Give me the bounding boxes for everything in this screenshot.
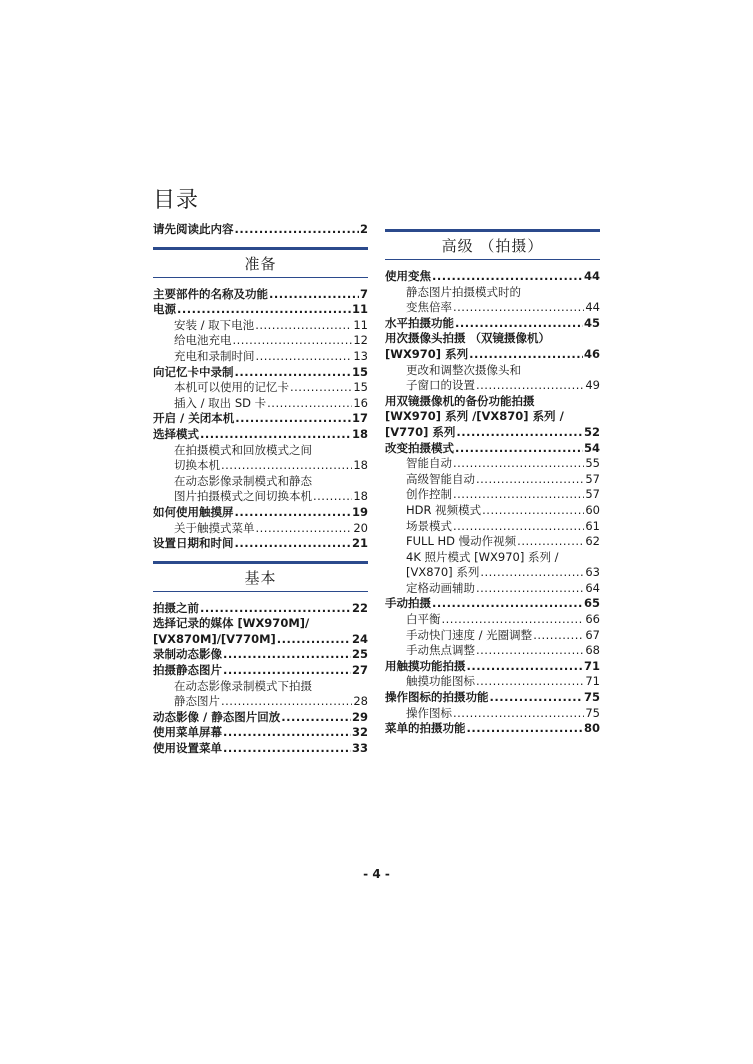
- toc-page-number: 44: [585, 300, 600, 315]
- leader-dots: [235, 222, 359, 238]
- toc-entry[interactable]: [385, 674, 600, 690]
- toc-page-number: 15: [351, 364, 368, 379]
- toc-entry-label: [WX970] 系列 /[VX870] 系列 /: [385, 409, 564, 424]
- toc-entry-label: 更改和调整次摄像头和: [406, 362, 521, 377]
- toc-page-number: 11: [351, 302, 368, 317]
- toc-entry-line-wrapped: [385, 394, 600, 410]
- toc-entry-line: [153, 380, 368, 396]
- toc-entry-label: 使用菜单屏幕: [153, 725, 222, 740]
- toc-entry[interactable]: [153, 411, 368, 427]
- toc-entry-line: [153, 601, 368, 617]
- toc-page-number: 33: [351, 741, 368, 756]
- leader-dots: [476, 472, 584, 488]
- toc-entry-label: 创作控制: [406, 487, 452, 502]
- toc-page-number: 67: [585, 627, 600, 642]
- toc-entry-label: 定格动画辅助: [406, 580, 475, 595]
- leader-dots: [223, 663, 351, 679]
- toc-page-number: 64: [585, 580, 600, 595]
- toc-entry-label: 选择记录的媒体 [WX970M]/: [153, 616, 310, 631]
- toc-entry-label: 变焦倍率: [406, 300, 452, 315]
- toc-entry-line: [385, 612, 600, 628]
- toc-entry-label: 静态图片拍摄模式时的: [406, 284, 521, 299]
- toc-entry-line: [385, 378, 600, 394]
- section-title: 高级 （拍摄）: [441, 237, 544, 255]
- toc-entry-label: 子窗口的设置: [406, 378, 475, 393]
- leader-dots: [480, 565, 584, 581]
- leader-dots: [256, 521, 353, 537]
- toc-entry-label: 关于触摸式菜单: [174, 520, 255, 535]
- toc-page-number: 57: [585, 471, 600, 486]
- toc-entry-line: [153, 505, 368, 521]
- toc-entry-label: 手动快门速度 / 光圈调整: [406, 627, 533, 642]
- toc-entry[interactable]: [153, 380, 368, 396]
- toc-entry-line: [385, 706, 600, 722]
- toc-entry[interactable]: [153, 287, 368, 303]
- leader-dots: [223, 647, 351, 663]
- section-title: 基本: [244, 568, 277, 587]
- toc-entry-label: 充电和录制时间: [174, 348, 255, 363]
- toc-entry[interactable]: [153, 318, 368, 334]
- toc-entry-line: [153, 521, 368, 537]
- toc-entry[interactable]: [385, 363, 600, 394]
- leader-dots: [177, 302, 351, 318]
- leader-dots: [476, 581, 584, 597]
- section-header: [153, 561, 368, 592]
- toc-page-number: 12: [353, 333, 368, 348]
- toc-entry-line-wrapped: [385, 409, 600, 425]
- toc-page-number: 61: [585, 518, 600, 533]
- leader-dots: [269, 287, 359, 303]
- toc-entry[interactable]: [385, 285, 600, 316]
- toc-page-number: 46: [583, 346, 600, 361]
- leader-dots: [313, 489, 352, 505]
- toc-entry-line: [385, 721, 600, 737]
- leader-dots: [235, 365, 351, 381]
- toc-entry[interactable]: [385, 456, 600, 472]
- toc-entry[interactable]: [385, 612, 600, 628]
- leader-dots: [432, 596, 583, 612]
- toc-entry-line: [153, 318, 368, 334]
- leader-dots: [467, 659, 583, 675]
- toc-entry-line: [385, 441, 600, 457]
- toc-page-number: 75: [583, 690, 600, 705]
- section-header: [153, 247, 368, 278]
- toc-entry-label: 在动态影像录制模式和静态: [174, 473, 312, 488]
- toc-entry-label: 拍摄之前: [153, 600, 199, 615]
- toc-entry-line: [385, 487, 600, 503]
- toc-page-number: 55: [585, 456, 600, 471]
- toc-entry-label: 白平衡: [406, 612, 441, 627]
- toc-entry-label: 主要部件的名称及功能: [153, 286, 268, 301]
- toc-page-number: 2: [359, 222, 368, 236]
- toc-entry-line: [153, 287, 368, 303]
- toc-entry[interactable]: [153, 396, 368, 412]
- toc-entry-label: 触摸功能图标: [406, 674, 475, 689]
- toc-entry-label: FULL HD 慢动作视频: [406, 534, 517, 549]
- toc-entry-line-wrapped: [385, 331, 600, 347]
- toc-entry[interactable]: [385, 659, 600, 675]
- toc-entry-label: 拍摄静态图片: [153, 663, 222, 678]
- toc-entry[interactable]: [153, 505, 368, 521]
- toc-entry-label: 安装 / 取下电池: [174, 317, 255, 332]
- toc-entry-line: [153, 647, 368, 663]
- leader-dots: [442, 612, 585, 628]
- leader-dots: [200, 601, 351, 617]
- toc-entry[interactable]: [153, 427, 368, 443]
- toc-entry-line: [385, 659, 600, 675]
- toc-entry-line: [385, 472, 600, 488]
- toc-entry-intro[interactable]: [153, 222, 368, 238]
- toc-page-number: 60: [585, 502, 600, 517]
- toc-entry-label: 水平拍摄功能: [385, 315, 454, 330]
- toc-entry[interactable]: [385, 534, 600, 550]
- toc-entry-label: 在动态影像录制模式下拍摄: [174, 678, 312, 693]
- toc-entry-line-wrapped: [385, 363, 600, 379]
- section-header: [385, 229, 600, 260]
- toc-entry[interactable]: [385, 472, 600, 488]
- toc-entry[interactable]: [153, 725, 368, 741]
- toc-entry-line: [385, 425, 600, 441]
- toc-entry-label: 静态图片: [174, 694, 220, 709]
- leader-dots: [517, 534, 584, 550]
- toc-entry-label: 4K 照片模式 [WX970] 系列 /: [406, 549, 559, 564]
- toc-entry-line: [385, 674, 600, 690]
- toc-entry-label: 如何使用触摸屏: [153, 504, 234, 519]
- toc-entry-label: [VX870] 系列: [406, 565, 480, 580]
- toc-entry-label: 动态影像 / 静态图片回放: [153, 709, 281, 724]
- toc-entry[interactable]: [153, 333, 368, 349]
- toc-entry-label: 电源: [153, 302, 176, 317]
- toc-entry[interactable]: [153, 521, 368, 537]
- toc-entry-label: [VX870M]/[V770M]: [153, 631, 276, 646]
- toc-entry-label: 开启 / 关闭本机: [153, 411, 235, 426]
- leader-dots: [455, 316, 583, 332]
- toc-entry-line-wrapped: [153, 474, 368, 490]
- leader-dots: [267, 396, 352, 412]
- leader-dots: [453, 300, 584, 316]
- toc-entry-line: [153, 663, 368, 679]
- leader-dots: [200, 427, 351, 443]
- toc-entry-line-wrapped: [153, 616, 368, 632]
- toc-entry-line: [153, 458, 368, 474]
- toc-page-number: 66: [585, 612, 600, 627]
- toc-left-column: [153, 222, 368, 757]
- toc-page-number: 13: [353, 348, 368, 363]
- toc-entry[interactable]: [385, 643, 600, 659]
- page-number: - 4 -: [363, 867, 390, 881]
- toc-entry[interactable]: [153, 474, 368, 505]
- toc-entry[interactable]: [153, 741, 368, 757]
- toc-entry[interactable]: [385, 706, 600, 722]
- toc-entry-line: [153, 365, 368, 381]
- toc-page-number: 32: [351, 725, 368, 740]
- toc-entry-label: 场景模式: [406, 518, 452, 533]
- toc-page-number: 71: [583, 658, 600, 673]
- toc-entry-label: 手动拍摄: [385, 596, 431, 611]
- toc-entry[interactable]: [385, 690, 600, 706]
- leader-dots: [482, 503, 584, 519]
- toc-entry-line: [385, 269, 600, 285]
- toc-entry-line: [153, 741, 368, 757]
- leader-dots: [235, 536, 351, 552]
- toc-entry[interactable]: [385, 628, 600, 644]
- leader-dots: [456, 425, 583, 441]
- toc-entry-line: [385, 503, 600, 519]
- toc-page-number: 49: [585, 378, 600, 393]
- toc-page-number: 18: [353, 489, 368, 504]
- leader-dots: [476, 674, 584, 690]
- leader-dots: [223, 725, 351, 741]
- toc-entry-line: [385, 628, 600, 644]
- toc-entry-label: 在拍摄模式和回放模式之间: [174, 442, 312, 457]
- toc-entry[interactable]: [153, 302, 368, 318]
- toc-entry-label: HDR 视频模式: [406, 502, 482, 517]
- toc-right-column: [385, 220, 600, 737]
- toc-entry[interactable]: [153, 443, 368, 474]
- toc-entry-line: [385, 581, 600, 597]
- section-title: 准备: [244, 254, 277, 273]
- leader-dots: [256, 349, 353, 365]
- toc-entry-label: 插入 / 取出 SD 卡: [174, 395, 267, 410]
- toc-entry[interactable]: [153, 647, 368, 663]
- toc-page-number: 57: [585, 487, 600, 502]
- section-rule-bottom: [153, 591, 368, 592]
- toc-entry-line: [385, 300, 600, 316]
- toc-entry-label: 使用设置菜单: [153, 741, 222, 756]
- section-rule-bottom: [153, 277, 368, 278]
- toc-page-number: 71: [585, 674, 600, 689]
- toc-entry-line-wrapped: [385, 550, 600, 566]
- leader-dots: [255, 318, 352, 334]
- toc-entry-line: [385, 534, 600, 550]
- toc-page-number: 20: [353, 520, 368, 535]
- leader-dots: [455, 441, 583, 457]
- toc-page-number: 68: [585, 643, 600, 658]
- leader-dots: [453, 456, 584, 472]
- toc-page-number: 80: [583, 721, 600, 736]
- toc-entry-label: 给电池充电: [174, 333, 232, 348]
- leader-dots: [233, 333, 353, 349]
- toc-entry-label: 设置日期和时间: [153, 536, 234, 551]
- toc-entry-label: [WX970] 系列: [385, 346, 469, 361]
- toc-entry-line: [153, 489, 368, 505]
- toc-page-number: 21: [351, 536, 368, 551]
- toc-entry-label: 本机可以使用的记忆卡: [174, 380, 289, 395]
- toc-entry[interactable]: [385, 269, 600, 285]
- toc-page-number: 11: [353, 317, 368, 332]
- toc-entry-label: 改变拍摄模式: [385, 440, 454, 455]
- toc-entry-label: 向记忆卡中录制: [153, 364, 234, 379]
- toc-entry[interactable]: [385, 721, 600, 737]
- leader-dots: [290, 380, 352, 396]
- leader-dots: [453, 706, 584, 722]
- leader-dots: [467, 721, 583, 737]
- toc-entry-label: 使用变焦: [385, 269, 431, 283]
- toc-entry[interactable]: [153, 365, 368, 381]
- leader-dots: [490, 690, 583, 706]
- toc-entry-line: [153, 536, 368, 552]
- leader-dots: [235, 505, 351, 521]
- toc-entry[interactable]: [385, 503, 600, 519]
- toc-entry-label: 操作图标的拍摄功能: [385, 690, 489, 705]
- toc-page-number: 7: [359, 286, 368, 301]
- leader-dots: [221, 694, 352, 710]
- toc-entry-line: [153, 396, 368, 412]
- toc-entry-label: 菜单的拍摄功能: [385, 721, 466, 736]
- toc-page-number: 28: [353, 694, 368, 709]
- leader-dots: [453, 519, 584, 535]
- toc-entry-label: 用触摸功能拍摄: [385, 658, 466, 673]
- toc-entry-label: 操作图标: [406, 705, 452, 720]
- toc-entry-label: 高级智能自动: [406, 471, 475, 486]
- toc-page-number: 22: [351, 600, 368, 615]
- toc-page-number: 52: [583, 424, 600, 439]
- toc-entry[interactable]: [153, 679, 368, 710]
- toc-entry-line: [153, 632, 368, 648]
- toc-entry[interactable]: [153, 601, 368, 617]
- toc-page-number: 18: [353, 458, 368, 473]
- toc-entry-line: [153, 710, 368, 726]
- toc-entry-line: [385, 690, 600, 706]
- leader-dots: [281, 710, 351, 726]
- leader-dots: [476, 378, 584, 394]
- toc-page-number: 44: [583, 269, 600, 283]
- toc-page-number: 18: [351, 426, 368, 441]
- toc-entry-line: [385, 456, 600, 472]
- toc-page-number: 15: [353, 380, 368, 395]
- toc-entry-label: 用双镜摄像机的备份功能拍摄: [385, 393, 535, 408]
- toc-entry[interactable]: [153, 616, 368, 647]
- toc-entry-label: 智能自动: [406, 456, 452, 471]
- toc-page-number: 45: [583, 315, 600, 330]
- leader-dots: [453, 487, 584, 503]
- leader-dots: [432, 269, 583, 285]
- toc-entry-label: 录制动态影像: [153, 647, 222, 662]
- toc-entry-line: [385, 565, 600, 581]
- toc-entry-line: [153, 411, 368, 427]
- leader-dots: [476, 643, 584, 659]
- leader-dots: [235, 411, 351, 427]
- leader-dots: [469, 347, 583, 363]
- toc-entry[interactable]: [385, 581, 600, 597]
- toc-page-number: 65: [583, 596, 600, 611]
- toc-entry-line-wrapped: [153, 443, 368, 459]
- toc-page-number: 17: [351, 411, 368, 426]
- toc-entry[interactable]: [153, 663, 368, 679]
- toc-entry-line: [153, 349, 368, 365]
- toc-page-number: 29: [351, 709, 368, 724]
- toc-page-number: 54: [583, 440, 600, 455]
- toc-entry-line: [385, 643, 600, 659]
- toc-entry-label: 选择模式: [153, 426, 199, 441]
- toc-page-number: 24: [351, 631, 368, 646]
- toc-entry-line-wrapped: [385, 285, 600, 301]
- toc-page-number: 27: [351, 663, 368, 678]
- toc-page-number: 25: [351, 647, 368, 662]
- toc-entry-label: 请先阅读此内容: [153, 222, 234, 236]
- toc-entry[interactable]: [385, 487, 600, 503]
- toc-page-number: 62: [585, 534, 600, 549]
- toc-entry[interactable]: [385, 316, 600, 332]
- toc-entry-line: [153, 333, 368, 349]
- toc-entry[interactable]: [385, 441, 600, 457]
- toc-entry-line-wrapped: [153, 679, 368, 695]
- toc-entry[interactable]: [385, 519, 600, 535]
- toc-entry[interactable]: [153, 536, 368, 552]
- toc-entry[interactable]: [385, 394, 600, 441]
- page-title: 目录: [153, 188, 200, 213]
- toc-entry[interactable]: [153, 710, 368, 726]
- toc-entry-line: [153, 725, 368, 741]
- toc-entry-line: [385, 596, 600, 612]
- toc-entry-line: [385, 519, 600, 535]
- toc-entry-line: [153, 302, 368, 318]
- toc-entry-line: [385, 347, 600, 363]
- toc-entry-label: 切换本机: [174, 458, 220, 473]
- toc-entry-label: [V770] 系列: [385, 424, 456, 439]
- toc-entry-line: [153, 427, 368, 443]
- toc-entry-line: [385, 316, 600, 332]
- toc-page-number: 75: [585, 705, 600, 720]
- toc-entry-label: 用次摄像头拍摄 （双镜摄像机）: [385, 331, 551, 346]
- leader-dots: [221, 458, 352, 474]
- toc-page-number: 63: [585, 565, 600, 580]
- leader-dots: [533, 628, 584, 644]
- leader-dots: [223, 741, 351, 757]
- toc-entry-line: [153, 694, 368, 710]
- section-rule-bottom: [385, 259, 600, 260]
- toc-entry[interactable]: [153, 349, 368, 365]
- toc-entry[interactable]: [385, 331, 600, 362]
- leader-dots: [277, 632, 351, 648]
- toc-entry-label: 手动焦点调整: [406, 643, 475, 658]
- toc-entry[interactable]: [385, 596, 600, 612]
- toc-entry-label: 图片拍摄模式之间切换本机: [174, 489, 312, 504]
- toc-page-number: 16: [353, 395, 368, 410]
- toc-page-number: 19: [351, 504, 368, 519]
- toc-entry[interactable]: [385, 550, 600, 581]
